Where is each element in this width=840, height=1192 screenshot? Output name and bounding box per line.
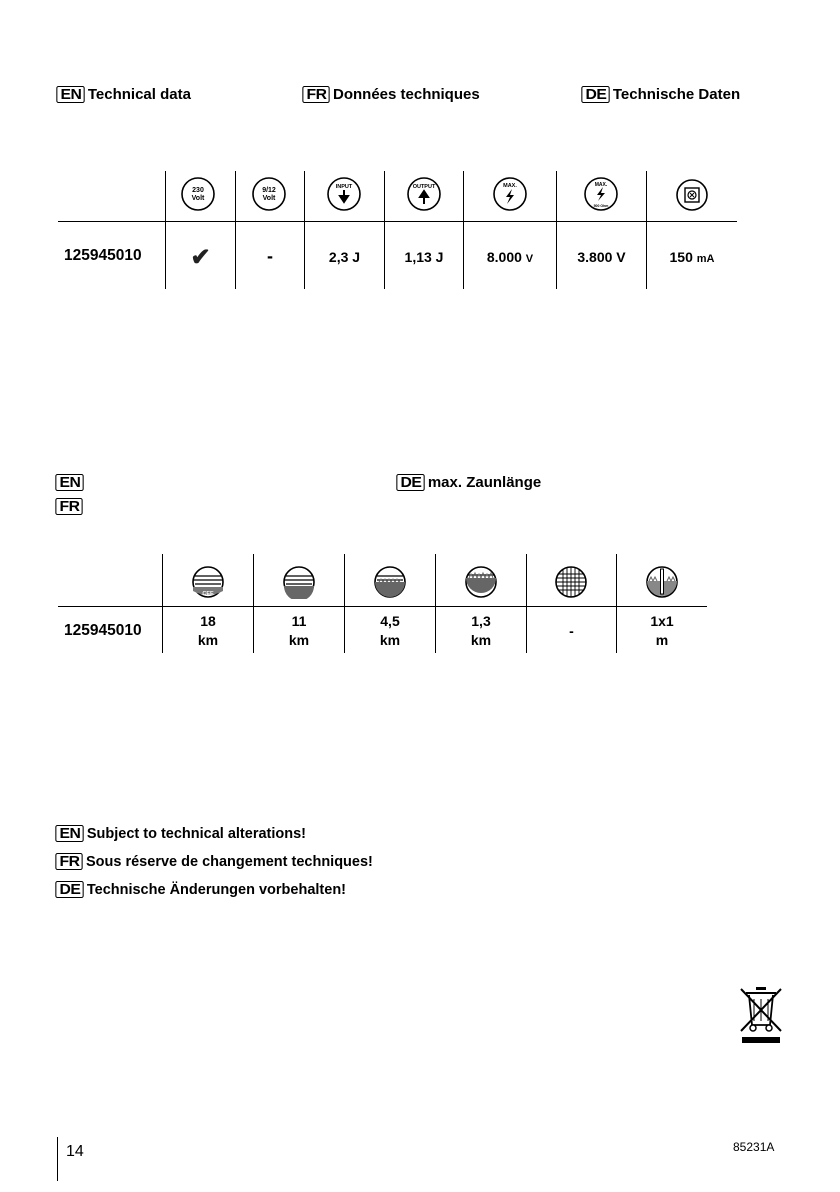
model-number: 125945010 <box>64 247 142 264</box>
value-unit: km <box>197 632 219 648</box>
svg-text:MAX.: MAX. <box>503 183 517 189</box>
output-energy-icon <box>406 176 442 212</box>
value-fence-mesh <box>527 622 616 641</box>
page-number: 14 <box>66 1143 84 1160</box>
lang-badge-de: DE <box>581 86 609 103</box>
ground-rod-icon <box>645 565 679 599</box>
table-column-line <box>384 171 385 289</box>
value-fence-heavy <box>436 612 526 650</box>
table-column-line <box>235 171 236 289</box>
lang-badge-en: EN <box>55 474 83 491</box>
table-column-line <box>646 171 647 289</box>
value-current <box>647 249 737 265</box>
lang-badge-en: EN <box>55 825 83 842</box>
value-ground-rod <box>617 612 707 650</box>
230-volt-icon <box>180 176 216 212</box>
value-output-energy: 1,13 J <box>404 249 444 265</box>
header-title-de: Technische Daten <box>612 85 741 103</box>
value-max-voltage-number: 8.000 <box>486 249 522 265</box>
header-technical-data-de <box>582 85 740 103</box>
header-technical-data-en <box>57 85 191 103</box>
value-number: 11 <box>291 613 307 629</box>
note-fr <box>56 853 373 870</box>
value-max-voltage-unit: V <box>525 253 534 265</box>
lang-badge-fr: FR <box>302 86 329 103</box>
header-title-fr: Données techniques <box>333 85 480 103</box>
value-number: 4,5 <box>380 613 400 629</box>
crossed-out-wheelie-bin-icon <box>737 985 785 1045</box>
fence-length-en <box>56 473 83 491</box>
value-unit: km <box>470 632 492 648</box>
lang-badge-fr: FR <box>55 498 82 515</box>
svg-text:230: 230 <box>192 187 204 194</box>
value-number: - <box>569 623 574 639</box>
input-energy-icon <box>326 176 362 212</box>
table-divider <box>58 606 707 607</box>
value-fence-light <box>254 612 344 650</box>
note-en <box>56 825 306 842</box>
lang-badge-de: DE <box>396 474 424 491</box>
note-de <box>56 881 346 898</box>
max-voltage-icon <box>492 176 528 212</box>
current-icon <box>675 178 709 212</box>
lang-badge-de: DE <box>55 881 83 898</box>
header-technical-data-fr <box>303 85 480 103</box>
table-column-line <box>463 171 464 289</box>
value-fence-medium <box>345 612 435 650</box>
svg-text:MAX.: MAX. <box>594 182 608 188</box>
value-max-voltage <box>464 249 556 265</box>
value-current-unit: mA <box>696 253 715 265</box>
fence-light-vegetation-icon <box>282 565 316 599</box>
note-text-fr: Sous réserve de changement techniques! <box>86 853 373 870</box>
svg-text:INPUT: INPUT <box>335 184 353 190</box>
table-column-line <box>304 171 305 289</box>
lang-badge-fr: FR <box>55 853 82 870</box>
svg-text:OUTPUT: OUTPUT <box>412 184 436 190</box>
fence-length-fr <box>56 497 82 515</box>
fence-medium-vegetation-icon <box>373 565 407 599</box>
note-text-en: Subject to technical alterations! <box>86 825 307 842</box>
table-column-line <box>556 171 557 289</box>
value-unit: m <box>655 632 669 648</box>
table-divider <box>58 221 737 222</box>
fence-cee-icon <box>191 565 225 599</box>
footer-rule <box>57 1137 58 1181</box>
value-input-energy: 2,3 J <box>328 249 361 265</box>
fence-mesh-icon <box>554 565 588 599</box>
value-current-number: 150 <box>669 249 693 265</box>
9-12-volt-icon <box>251 176 287 212</box>
fence-length-de <box>397 473 541 491</box>
value-unit: km <box>379 632 401 648</box>
value-number: 1,3 <box>471 613 491 629</box>
fence-length-de-text: max. Zaunlänge <box>427 473 542 491</box>
value-230v-check: ✔ <box>190 244 211 271</box>
document-code: 85231A <box>733 1140 775 1154</box>
svg-text:Volt: Volt <box>191 195 205 202</box>
value-fence-cee <box>163 612 253 650</box>
svg-text:CEE: CEE <box>202 591 214 597</box>
value-max-voltage-500-ohm: 3.800 V <box>577 249 626 265</box>
value-unit: km <box>288 632 310 648</box>
header-title-en: Technical data <box>87 85 191 103</box>
value-number: 1x1 <box>650 613 674 629</box>
max-voltage-500-ohm-icon <box>583 176 619 212</box>
lang-badge-en: EN <box>56 86 84 103</box>
value-number: 18 <box>200 613 216 629</box>
svg-text:500 Ohm: 500 Ohm <box>593 204 609 208</box>
svg-text:Volt: Volt <box>262 195 276 202</box>
fence-heavy-vegetation-icon <box>464 565 498 599</box>
value-9-12v: - <box>267 246 273 266</box>
model-number: 125945010 <box>64 622 142 639</box>
note-text-de: Technische Änderungen vorbehalten! <box>86 881 347 898</box>
svg-text:9/12: 9/12 <box>262 187 276 194</box>
